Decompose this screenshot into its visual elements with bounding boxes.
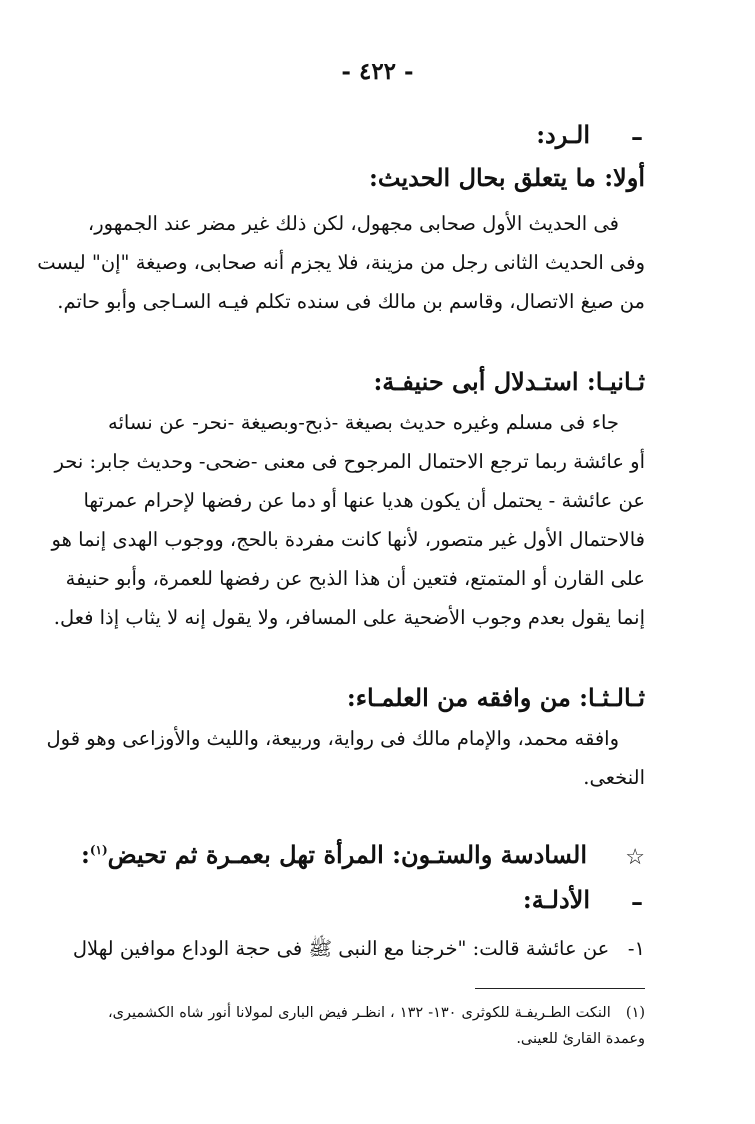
footnote-text: النكت الطـريفـة للكوثرى ١٣٠- ١٣٢ ، انظـر فيض البارى لمولانا أنور شاه الكشميرى، وعمدة القارئ للعينى. <box>108 1005 645 1047</box>
first-section-paragraph <box>37 204 645 321</box>
hadith-line <box>72 929 645 968</box>
page-number: - ٤٢٢ - <box>341 58 414 85</box>
evidence-dash: – <box>631 887 643 916</box>
issue-heading <box>81 840 587 869</box>
paragraph-line: وفى الحديث الثانى رجل من مزينة، فلا يجزم أنه صحابى، وصيغة "إن" ليست <box>37 251 645 274</box>
evidence-heading: الأدلـة: <box>522 885 590 914</box>
footnote-divider <box>475 988 645 989</box>
paragraph-line: إنما يقول بعدم وجوب الأضحية على المسافر، ولا يقول إنه لا يثاب إذا فعل. <box>53 606 645 629</box>
paragraph-line: من صيغ الاتصال، وقاسم بن مالك فى سنده تكلم فيـه السـاجى وأبو حاتم. <box>57 290 645 313</box>
second-section-heading: ثـانيـا: استـدلال أبى حنيفـة: <box>373 367 645 396</box>
reply-heading: الـرد: <box>536 120 590 149</box>
second-section-paragraph <box>51 403 645 637</box>
paragraph-line: أو عائشة ربما ترجع الاحتمال المرجوح فى معنى -ضحى- وحديث جابر: نحر <box>54 450 645 473</box>
issue-title: السادسة والستـون: المرأة تهل بعمـرة ثم تحيض <box>107 840 587 869</box>
reply-dash: – <box>631 122 643 151</box>
star-icon: ☆ <box>625 845 645 870</box>
hadith-line-content <box>72 929 645 968</box>
paragraph-line: فى الحديث الأول صحابى مجهول، لكن ذلك غير مضر عند الجمهور، <box>87 212 619 235</box>
footnote <box>108 1000 645 1052</box>
paragraph-line: فالاحتمال الأول غير متصور، لأنها كانت مفردة بالحج، ووجوب الهدى إنما هو <box>51 528 645 551</box>
paragraph-line: جاء فى مسلم وغيره حديث بصيغة -ذبح-وبصيغة -نحر- عن نسائه <box>108 411 619 434</box>
paragraph-line: وافقه محمد، والإمام مالك فى رواية، وربيعة، والليث والأوزاعى وهو قول <box>46 727 619 750</box>
third-section-paragraph <box>46 719 645 797</box>
hadith-text: عن عائشة قالت: "خرجنا مع النبى ﷺ فى حجة الوداع موافين لهلال <box>72 937 610 960</box>
first-section-heading: أولا: ما يتعلق بحال الحديث: <box>369 163 645 192</box>
paragraph-line: النخعى. <box>583 766 645 789</box>
paragraph-line: عن عائشة - يحتمل أن يكون هديا عنها أو دما عن رفضها لإحرام عمرتها <box>83 489 645 512</box>
footnote-marker: (١) <box>625 1005 646 1021</box>
issue-title-colon: : <box>80 840 90 869</box>
footnote-reference: (١) <box>89 843 108 857</box>
paragraph-line: على القارن أو المتمتع، فتعين أن هذا الذبح عن رفضها للعمرة، وأبو حنيفة <box>65 567 645 590</box>
third-section-heading: ثـالـثـا: من وافقه من العلمـاء: <box>346 683 645 712</box>
hadith-number: ١- <box>627 937 645 960</box>
